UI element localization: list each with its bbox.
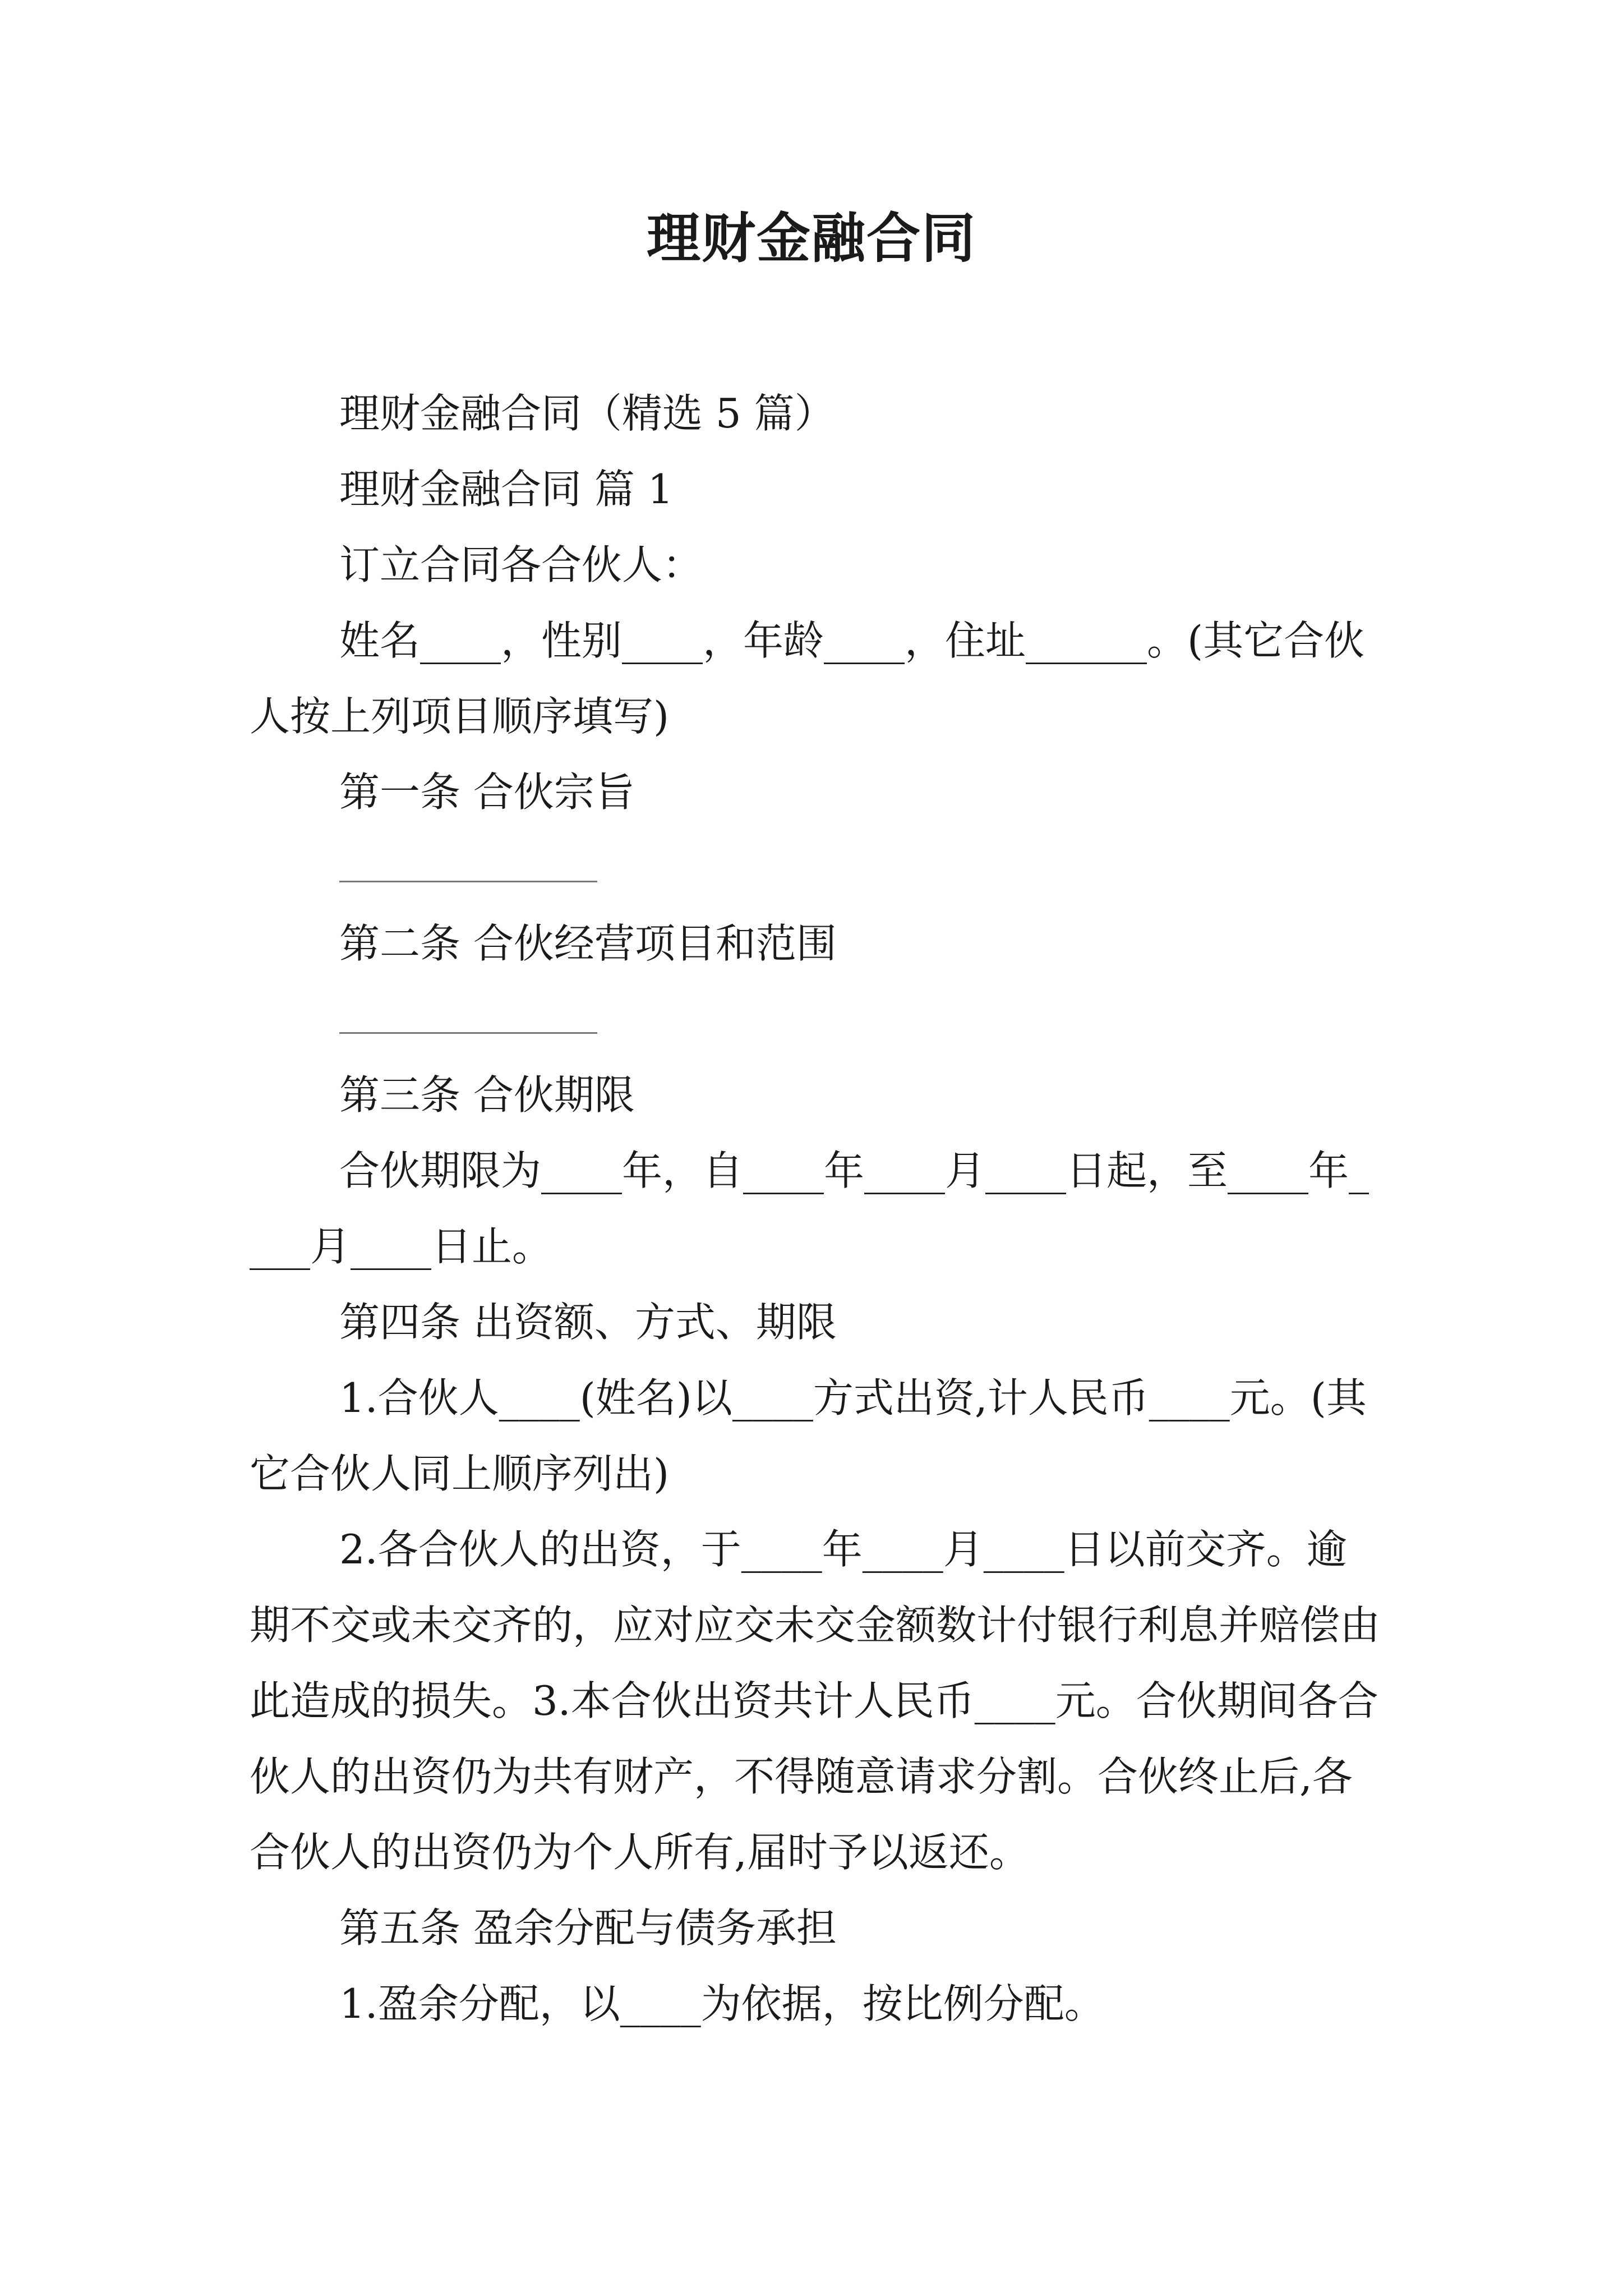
clause-3-term: 合伙期限为____年，自____年____月____日起，至____年____月____日止。	[250, 1147, 1370, 1270]
clause-2-heading: 第二条 合伙经营项目和范围	[339, 920, 837, 967]
paragraph-article-heading: 理财金融合同 篇 1	[339, 466, 674, 513]
document-title: 理财金融合同	[647, 206, 976, 270]
paragraph-parties-intro: 订立合同各合伙人：	[339, 541, 703, 588]
clause-3-heading: 第三条 合伙期限	[339, 1071, 635, 1119]
paragraph-collection-title: 理财金融合同（精选 5 篇）	[339, 390, 835, 437]
clause-4-heading: 第四条 出资额、方式、期限	[339, 1299, 837, 1346]
paragraph-party-info: 姓名____，性别____，年龄____，住址______。(其它合伙人按上列项目顺序填写)	[250, 617, 1365, 740]
clause-2-blank-line	[250, 982, 1385, 1057]
clause-5-item-1: 1.盈余分配，以____为依据，按比例分配。	[339, 1980, 1105, 2027]
clause-1-blank-line	[250, 830, 1385, 906]
document-body	[250, 376, 1385, 2042]
clause-5-heading: 第五条 盈余分配与债务承担	[339, 1904, 837, 1952]
clause-4-item-1: 1.合伙人____(姓名)以____方式出资,计人民币____元。(其它合伙人同上顺序列出)	[250, 1374, 1367, 1497]
clause-4-item-2: 2.各合伙人的出资，于____年____月____日以前交齐。逾期不交或未交齐的，应对应交未交金额数计付银行利息并赔偿由此造成的损失。3.本合伙出资共计人民币____元。合伙期间各合伙人的出资仍为共有财产，不得随意请求分割。合伙终止后,各合伙人的出资仍为个人所有,届时予以返还。	[250, 1526, 1381, 1876]
clause-1-heading: 第一条 合伙宗旨	[339, 769, 635, 816]
